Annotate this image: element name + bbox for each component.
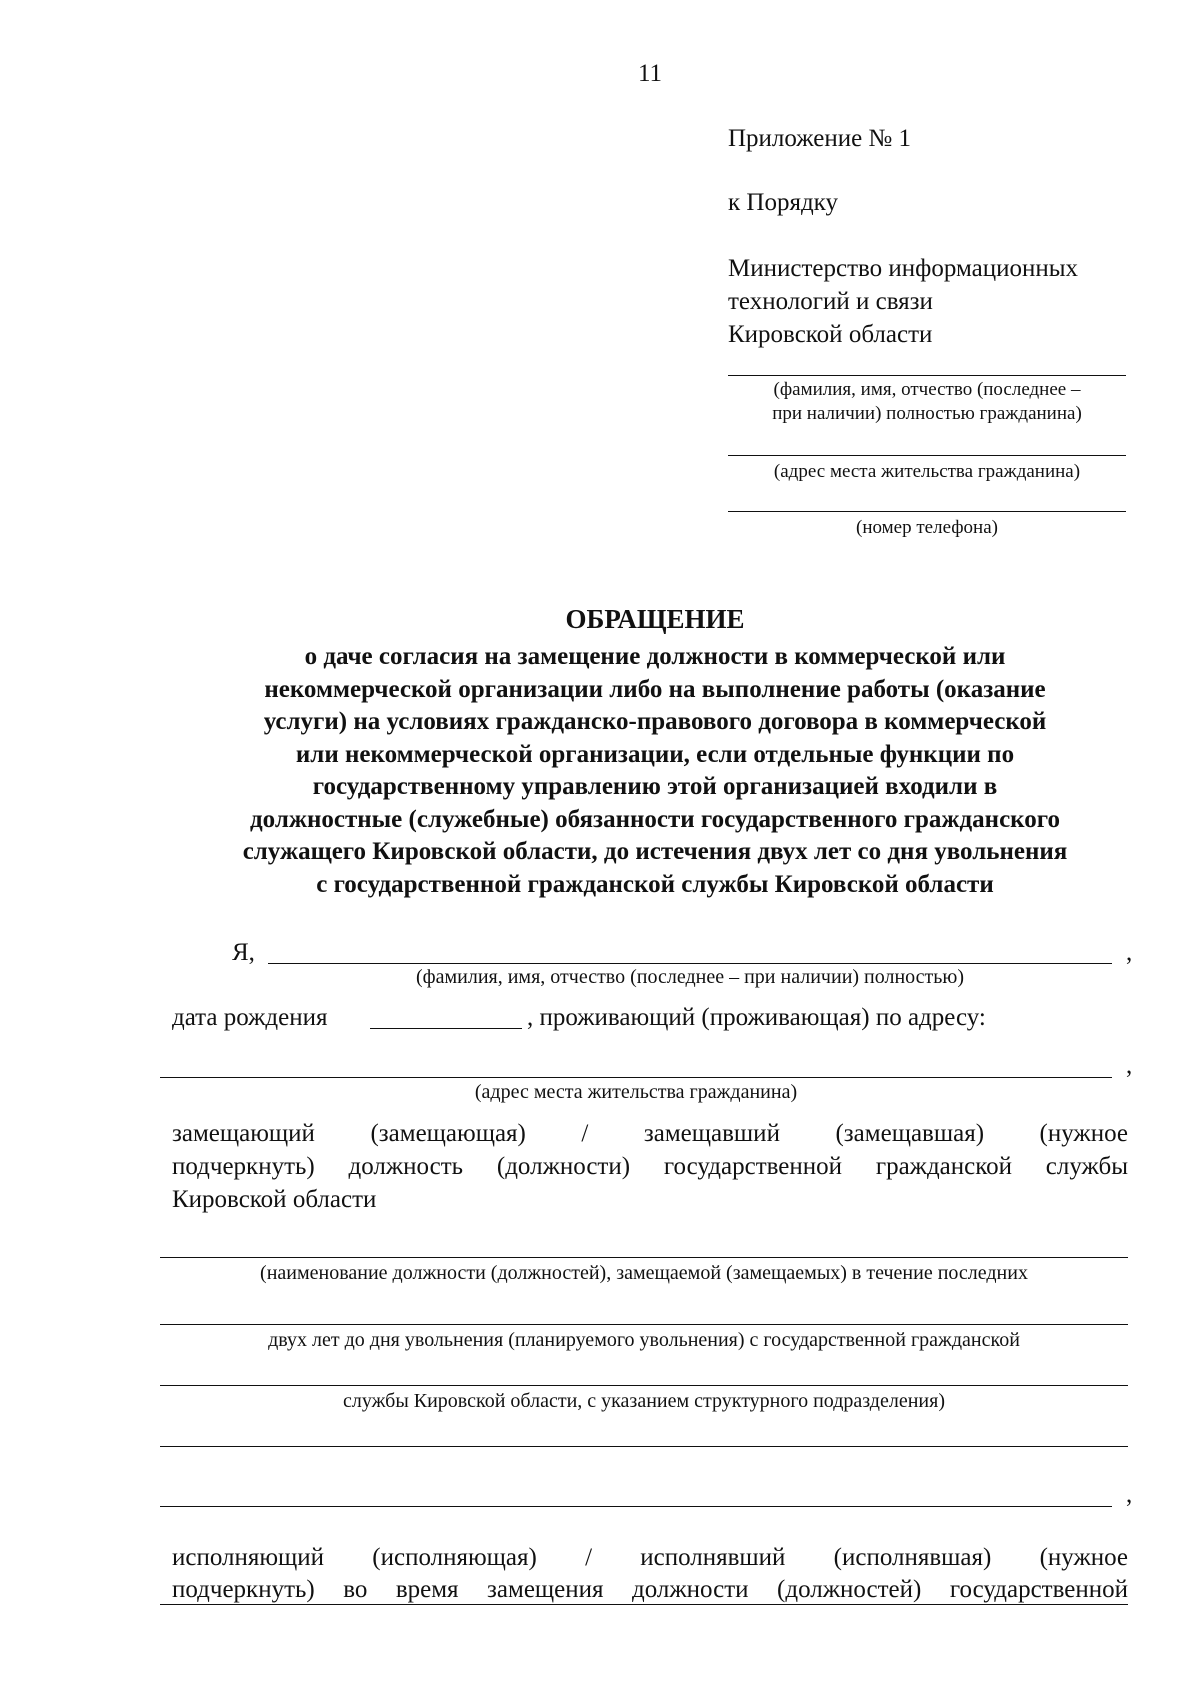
position-line-2: подчеркнуть) должность (должности) государственной гражданской службы (172, 1153, 1128, 1180)
appendix-label: Приложение № 1 (728, 125, 912, 152)
position-caption-1: (наименование должности (должностей), замещаемой (замещаемых) в течение последних (260, 1262, 1028, 1284)
applicant-phone-line[interactable] (728, 511, 1126, 512)
applicant-address-caption: (адрес места жительства гражданина) (773, 461, 1081, 482)
ministry-line-2: технологий и связи (728, 288, 933, 315)
dob-label: дата рождения (172, 1004, 328, 1031)
i-label: Я, (232, 939, 255, 966)
subtitle-line: о даче согласия на замещение должности в коммерческой или (304, 643, 1006, 670)
residing-label: , проживающий (проживающая) по адресу: (527, 1004, 986, 1031)
applicant-fio-caption-2: при наличии) полностью гражданина) (772, 403, 1082, 424)
position-caption-2: двух лет до дня увольнения (планируемого увольнения) с государственной гражданской (268, 1329, 1020, 1351)
position-caption-3: службы Кировской области, с указанием структурного подразделения) (343, 1390, 945, 1412)
ministry-line-3: Кировской области (728, 321, 933, 348)
subtitle-line: некоммерческой организации либо на выполнение работы (оказание (264, 675, 1046, 703)
subtitle-line: или некоммерческой организации, если отдельные функции по (295, 740, 1015, 768)
position-comma: , (1126, 1481, 1133, 1508)
address-field-line[interactable] (160, 1077, 1112, 1078)
applicant-fio-line[interactable] (728, 375, 1126, 376)
fio-comma: , (1126, 939, 1133, 966)
position-line-3: Кировской области (172, 1186, 377, 1213)
executing-underline (160, 1604, 1128, 1605)
subtitle-line: услуги) на условиях гражданско-правового договора в коммерческой (263, 708, 1047, 735)
executing-line-2: подчеркнуть) во время замещения должности (должностей) государственной (172, 1576, 1128, 1603)
applicant-address-line[interactable] (728, 455, 1126, 456)
applicant-fio-caption-1: (фамилия, имя, отчество (последнее – (773, 379, 1081, 400)
position-name-line-5[interactable] (160, 1506, 1112, 1507)
applicant-phone-caption: (номер телефона) (856, 517, 998, 538)
fio-caption: (фамилия, имя, отчество (последнее – при наличии) полностью) (415, 966, 965, 988)
subtitle-line: служащего Кировской области, до истечения двух лет со дня увольнения (242, 838, 1068, 865)
position-name-line-3[interactable] (160, 1385, 1128, 1386)
position-line-1: замещающий (замещающая) / замещавший (замещавшая) (нужное (172, 1120, 1128, 1147)
subtitle-line: государственному управлению этой организацией входили в (312, 773, 998, 800)
document-title: ОБРАЩЕНИЕ (565, 604, 745, 634)
dob-field-line[interactable] (370, 1028, 522, 1029)
address-comma: , (1126, 1052, 1133, 1079)
executing-line-1: исполняющий (исполняющая) / исполнявший (исполнявшая) (нужное (172, 1544, 1128, 1571)
position-name-line-2[interactable] (160, 1324, 1128, 1325)
ministry-line-1: Министерство информационных (728, 255, 1079, 282)
address-caption: (адрес места жительства гражданина) (474, 1081, 798, 1103)
page-number: 11 (637, 60, 663, 87)
position-name-line-4[interactable] (160, 1446, 1128, 1447)
document-subtitle (180, 641, 1130, 901)
position-name-line-1[interactable] (160, 1257, 1128, 1258)
fio-field-line[interactable] (268, 963, 1112, 964)
subtitle-line: должностные (служебные) обязанности государственного гражданского (250, 805, 1060, 833)
to-order-label: к Порядку (728, 189, 838, 216)
subtitle-line: с государственной гражданской службы Кировской области (316, 870, 994, 898)
